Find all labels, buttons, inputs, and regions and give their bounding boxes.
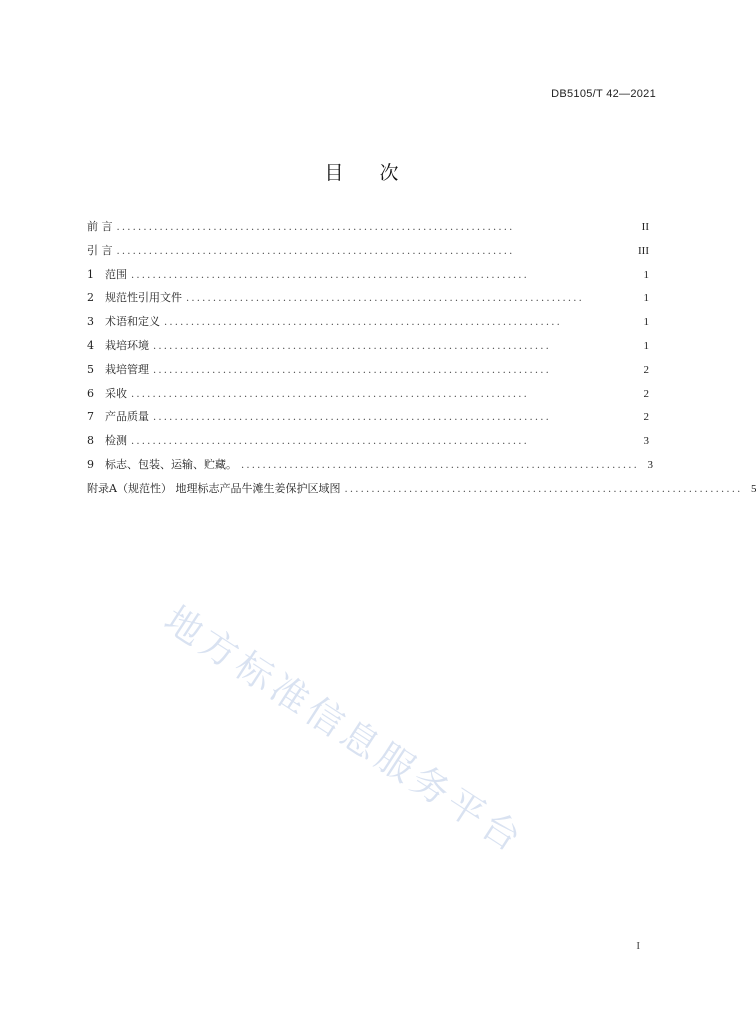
toc-page-number: 2 bbox=[643, 387, 649, 400]
toc-entry-number: 7 bbox=[87, 410, 94, 424]
toc-page-number: 1 bbox=[643, 292, 649, 305]
toc-entry-harvest[interactable] bbox=[87, 385, 649, 409]
toc-page-number: II bbox=[641, 221, 649, 233]
toc-page-number: 3 bbox=[643, 435, 649, 448]
toc-entry-number: 5 bbox=[87, 362, 94, 376]
toc-page-number: III bbox=[638, 244, 649, 257]
toc-entry-label bbox=[87, 361, 149, 377]
toc-entry-text: 标志、包装、运输、贮藏。 bbox=[105, 457, 237, 471]
page-title: 目 次 bbox=[324, 162, 400, 184]
page-number: I bbox=[636, 940, 640, 952]
toc-entry-label bbox=[87, 266, 127, 282]
toc-dot-leader: .......................................................................... bbox=[131, 436, 530, 448]
toc-entry-cultivation-management[interactable] bbox=[87, 361, 649, 385]
toc-entry-number: 1 bbox=[87, 267, 94, 281]
toc-entry-label bbox=[87, 456, 237, 472]
toc-page-number: 1 bbox=[643, 339, 649, 352]
toc-entry-label bbox=[87, 385, 127, 401]
toc-dot-leader: .......................................................................... bbox=[164, 317, 563, 329]
toc-entry-number: 6 bbox=[87, 386, 94, 400]
toc-entry-scope[interactable] bbox=[87, 266, 649, 290]
toc-page-number: 3 bbox=[647, 458, 654, 471]
toc-entry-text: 采收 bbox=[105, 386, 127, 400]
toc-dot-leader: .......................................................................... bbox=[116, 245, 515, 257]
toc-page-number: 2 bbox=[643, 411, 649, 424]
toc-entry-number: 9 bbox=[87, 457, 94, 471]
toc-entry-text: 规范性引用文件 bbox=[105, 291, 182, 305]
toc-page-number: 2 bbox=[643, 363, 649, 376]
toc-dot-leader: .......................................................................... bbox=[131, 388, 530, 400]
toc-dot-leader: .......................................................................... bbox=[186, 293, 585, 305]
toc-entry-text: 栽培管理 bbox=[105, 362, 149, 376]
toc-entry-label: 附录A（规范性） 地理标志产品牛滩生姜保护区域图 bbox=[87, 481, 341, 495]
toc-page-number: 5 bbox=[750, 482, 756, 495]
toc-entry-text: 检测 bbox=[105, 434, 127, 448]
toc-entry-text: 术语和定义 bbox=[105, 315, 160, 329]
toc-entry-cultivation-environment[interactable] bbox=[87, 337, 649, 361]
toc-entry-label: 引 言 bbox=[87, 243, 113, 257]
toc-dot-leader: .......................................................................... bbox=[153, 364, 552, 376]
toc-entry-number: 8 bbox=[87, 434, 94, 448]
toc-entry-label bbox=[87, 313, 160, 329]
toc-dot-leader: .......................................................................... bbox=[241, 459, 640, 471]
toc-entry-terms-definitions[interactable] bbox=[87, 313, 649, 337]
toc-dot-leader: .......................................................................... bbox=[153, 340, 552, 352]
toc-entry-number: 4 bbox=[87, 338, 94, 352]
document-code: DB5105/T 42—2021 bbox=[551, 88, 656, 100]
toc-entry-foreword[interactable] bbox=[87, 218, 649, 242]
toc-entry-product-quality[interactable] bbox=[87, 408, 649, 432]
toc-dot-leader: .......................................................................... bbox=[344, 483, 743, 495]
toc-entry-normative-references[interactable] bbox=[87, 289, 649, 313]
toc-entry-label: 前 言 bbox=[87, 220, 113, 233]
toc-page-number: 1 bbox=[643, 268, 649, 281]
toc-dot-leader: .......................................................................... bbox=[131, 269, 530, 281]
toc-entry-label bbox=[87, 432, 127, 448]
toc-entry-appendix-a[interactable] bbox=[87, 480, 756, 504]
toc-entry-label bbox=[87, 337, 149, 353]
toc-dot-leader: .......................................................................... bbox=[153, 412, 552, 424]
toc-page-number: 1 bbox=[643, 316, 649, 329]
watermark: 地方标准信息服务平台 bbox=[156, 597, 533, 863]
toc-entry-marking-packaging-transport-storage[interactable] bbox=[87, 456, 654, 480]
toc-entry-number: 2 bbox=[87, 291, 94, 305]
toc-entry-text: 产品质量 bbox=[105, 410, 149, 424]
toc-entry-label bbox=[87, 408, 149, 424]
toc-entry-introduction[interactable] bbox=[87, 242, 649, 266]
toc-dot-leader: .......................................................................... bbox=[116, 222, 515, 233]
toc-entry-text: 栽培环境 bbox=[105, 338, 149, 352]
toc-entry-testing[interactable] bbox=[87, 432, 649, 456]
toc-entry-number: 3 bbox=[87, 315, 94, 329]
toc-entry-label bbox=[87, 289, 182, 305]
toc-entry-text: 范围 bbox=[105, 267, 127, 281]
table-of-contents bbox=[87, 218, 756, 504]
